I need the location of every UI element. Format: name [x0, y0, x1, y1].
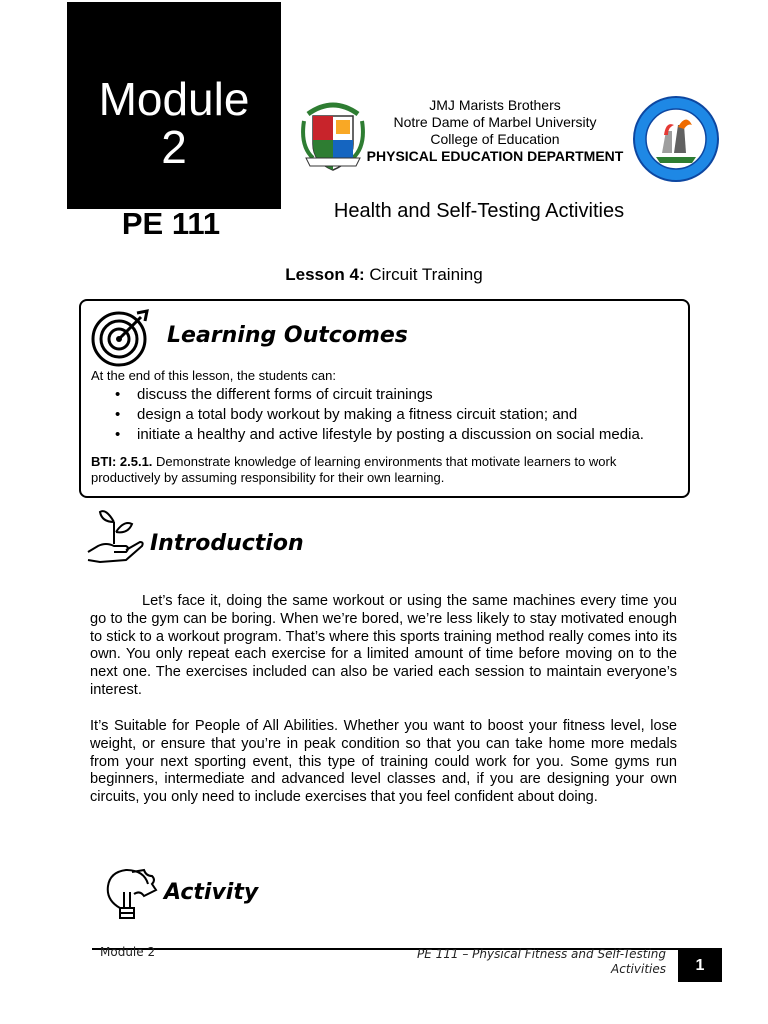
lesson-label: Lesson 4: [285, 265, 365, 284]
outcome-item: • initiate a healthy and active lifestyle by posting a discussion on social media. [115, 425, 644, 445]
lesson-title: Circuit Training [364, 265, 483, 284]
footer-course-title [380, 947, 666, 977]
introduction-title: Introduction [150, 531, 304, 556]
activity-title: Activity [164, 880, 259, 905]
institution-header [360, 97, 630, 165]
university-seal-icon [298, 96, 368, 176]
course-code: PE 111 [121, 206, 221, 241]
plant-in-hand-icon [86, 506, 146, 566]
introduction-paragraph-2: It’s Suitable for People of All Abilities. Whether you want to boost your fitness level, lose weight, or ensure that you’re in peak condition so that you can take home more medals from your next sporting event, this type of training could work for you. Some gyms run beginners, intermediate and advanced level classes and, if you are designing your own circuits, you only need to include exercises that you feel confident about doing. [90, 718, 677, 806]
department-name: PHYSICAL EDUCATION DEPARTMENT [366, 148, 624, 164]
header-line-1: JMJ Marists Brothers [429, 97, 561, 113]
header-line-2: Notre Dame of Marbel University [393, 114, 597, 130]
learning-outcomes-box [79, 299, 690, 498]
lesson-heading [0, 265, 768, 285]
header-line-3: College of Education [430, 131, 560, 147]
page-number: 1 [678, 950, 722, 982]
college-of-education-logo-icon [632, 95, 720, 183]
module-subtitle: Health and Self-Testing Activities [333, 200, 625, 222]
lightbulb-puzzle-icon [100, 866, 160, 926]
outcomes-list [115, 385, 644, 445]
footer-course-line-1: PE 111 – Physical Fitness and Self-Testing [417, 947, 666, 961]
bti-text: Demonstrate knowledge of learning environments that motivate learners to work productively by assuming responsibility for their own learning. [91, 454, 617, 485]
module-number: 2 [161, 120, 187, 173]
footer-course-line-2: Activities [611, 962, 666, 976]
outcomes-intro: At the end of this lesson, the students can: [91, 368, 336, 383]
introduction-paragraph-1: Let’s face it, doing the same workout or using the same machines every time you go to the gym can be boring. When we’re bored, we’re less likely to stay motivated enough to stick to a workout program. That’s where this sports training method really comes into its own. You only repeat each exercise for a limited amount of time before moving on to the next one. The exercises included can also be varied each session to maintain everyone’s interest. [90, 593, 677, 698]
bti-statement [91, 454, 681, 486]
module-title-box [67, 2, 281, 209]
module-label: Module [98, 72, 250, 125]
learning-outcomes-title: Learning Outcomes [167, 323, 408, 348]
footer-module-label: Module 2 [100, 945, 156, 959]
outcome-item: • discuss the different forms of circuit trainings [115, 385, 644, 405]
outcome-item: • design a total body workout by making a fitness circuit station; and [115, 405, 644, 425]
bti-label: BTI: 2.5.1. [91, 454, 153, 469]
target-icon [91, 307, 151, 367]
